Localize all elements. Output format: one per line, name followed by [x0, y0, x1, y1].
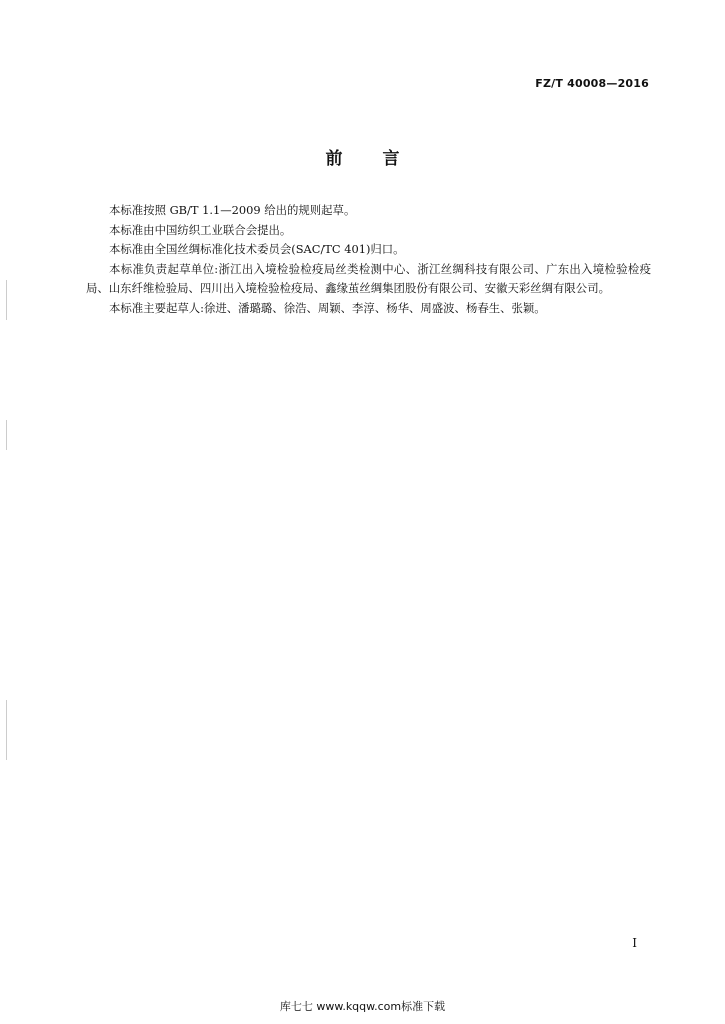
scan-artifact-line: [6, 700, 7, 760]
title-char-2: 言: [382, 149, 400, 169]
standard-code: FZ/T 40008—2016: [535, 77, 649, 90]
page-number: I: [632, 936, 637, 950]
title-char-1: 前: [325, 149, 343, 169]
foreword-body: [86, 201, 651, 318]
paragraph-committee: 本标准由全国丝绸标准化技术委员会(SAC/TC 401)归口。: [109, 242, 405, 256]
page-title: [0, 144, 725, 169]
paragraph-proposer: 本标准由中国纺织工业联合会提出。: [109, 222, 292, 237]
scan-artifact-line: [6, 280, 7, 320]
scan-artifact-line: [6, 420, 7, 450]
paragraph-drafting-rules: 本标准按照 GB/T 1.1—2009 给出的规则起草。: [109, 203, 356, 217]
footer-watermark: 库七七 www.kqqw.com标准下载: [279, 1000, 446, 1013]
paragraph-drafters: 本标准主要起草人:徐进、潘璐璐、徐浩、周颖、李淳、杨华、周盛波、杨春生、张颖。: [109, 300, 546, 315]
paragraph-drafting-units: 本标准负责起草单位:浙江出入境检验检疫局丝类检测中心、浙江丝绸科技有限公司、广东出入境检验检疫局、山东纤维检验局、四川出入境检验检疫局、鑫缘茧丝绸集团股份有限公司、安徽天彩丝绸有限公司。: [86, 261, 651, 295]
